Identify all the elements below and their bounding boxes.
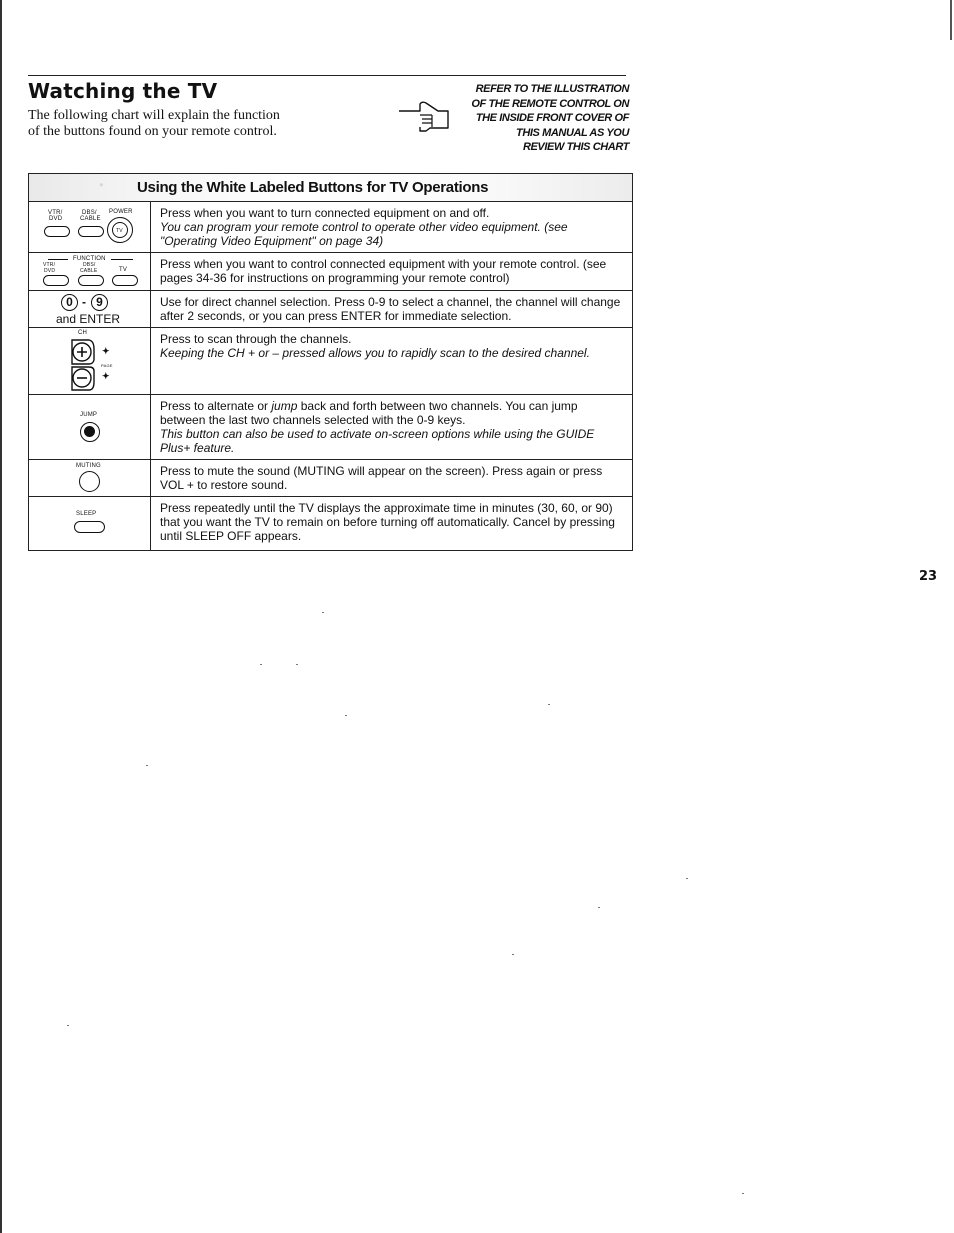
chart-row-function	[29, 253, 632, 291]
refer-note	[440, 82, 629, 155]
power-text: Press when you want to turn connected equipment on and off.	[160, 206, 490, 220]
chart-header	[29, 174, 632, 202]
refer-line-5: REVIEW THIS CHART	[522, 141, 629, 153]
intro-line-2: of the buttons found on your remote control.	[28, 124, 277, 139]
icon-cell-numbers	[29, 291, 151, 327]
label-muting: MUTING	[76, 463, 101, 469]
scan-speck	[146, 765, 148, 766]
label-power: POWER	[109, 209, 133, 215]
chart-row-channel	[29, 328, 632, 395]
icon-cell-function	[29, 253, 151, 290]
jump-button-dot	[84, 426, 95, 437]
scan-speck	[548, 704, 550, 705]
scan-speck	[345, 715, 347, 716]
jump-text	[160, 399, 625, 427]
chart-row-numbers	[29, 291, 632, 328]
label-fn-vtr: VTR/	[43, 262, 56, 268]
label-fn-dbs: DBS/	[83, 262, 96, 268]
number-0-button[interactable]: 0	[61, 294, 78, 311]
label-dvd: DVD	[49, 216, 63, 222]
refer-line-4: THIS MANUAL AS YOU	[516, 126, 629, 139]
scan-speck	[322, 612, 324, 613]
intro-text	[28, 108, 328, 140]
label-fn-cable: CABLE	[80, 268, 98, 274]
scan-speck	[686, 878, 688, 879]
function-rule-left	[48, 259, 68, 260]
label-tv-power: TV	[116, 228, 123, 234]
label-dbs: DBS/	[82, 210, 97, 216]
power-tv-button[interactable]	[107, 217, 133, 243]
chart-title: Using the White Labeled Buttons for TV Operations	[137, 179, 489, 196]
number-9-button[interactable]: 9	[91, 294, 108, 311]
icon-cell-muting	[29, 460, 151, 496]
channel-down-button[interactable]	[70, 366, 94, 391]
jump-description	[160, 399, 625, 455]
function-dbs-cable-button[interactable]	[78, 275, 104, 286]
scan-speck	[598, 907, 600, 908]
numbers-text: Use for direct channel selection. Press 0-9 to select a channel, the channel will change after 2 seconds, or you can press ENTER for immediate selection.	[160, 295, 621, 323]
scan-speck	[512, 954, 514, 955]
label-cable: CABLE	[80, 216, 101, 222]
dbs-cable-button[interactable]	[78, 226, 104, 237]
label-fn-dvd: DVD	[44, 268, 56, 274]
page-edge-right	[950, 0, 952, 40]
jump-text-after: back and forth between two channels. You can jump between the last two channels selected with the 0-9 keys.	[160, 399, 578, 427]
power-tv-inner-ring	[112, 222, 128, 238]
refer-line-3: THE INSIDE FRONT COVER OF	[475, 112, 629, 124]
jump-note: This button can also be used to activate on-screen options while using the GUIDE Plus+ feature.	[160, 427, 595, 455]
label-function: FUNCTION	[73, 256, 106, 262]
sleep-text: Press repeatedly until the TV displays the approximate time in minutes (30, 60, or 90) that you want the TV to remain on before turning off automatically. Cancel by pressing until SLEEP OFF appears.	[160, 501, 615, 543]
ch-up-marker-icon: ✦	[102, 346, 110, 356]
channel-text: Press to scan through the channels.	[160, 332, 352, 346]
jump-text-em: jump	[271, 399, 298, 413]
scan-speck	[67, 1025, 69, 1026]
ch-down-marker-icon: ✦	[102, 371, 110, 381]
label-vtr: VTR/	[48, 210, 63, 216]
label-jump: JUMP	[80, 412, 98, 418]
page-number: 23	[919, 569, 938, 584]
function-description	[160, 257, 625, 285]
jump-button[interactable]	[80, 422, 100, 442]
label-ch: CH	[78, 330, 88, 336]
chart-row-muting	[29, 460, 632, 497]
channel-description	[160, 332, 625, 360]
top-rule	[28, 75, 626, 76]
sleep-description	[160, 501, 625, 543]
label-fn-tv: TV	[119, 267, 128, 273]
label-page: PAGE	[101, 363, 113, 368]
intro-line-1: The following chart will explain the function	[28, 108, 280, 123]
chart-row-jump	[29, 395, 632, 460]
vtr-dvd-button[interactable]	[44, 226, 70, 237]
sleep-button[interactable]	[74, 521, 105, 533]
muting-button[interactable]	[79, 471, 100, 492]
chart-row-power	[29, 202, 632, 253]
page-edge-left	[0, 0, 2, 1233]
power-note: You can program your remote control to operate other video equipment. (see "Operating Video Equipment" on page 34)	[160, 220, 568, 248]
refer-line-1: REFER TO THE ILLUSTRATION	[475, 83, 629, 95]
power-description	[160, 206, 625, 248]
label-sleep: SLEEP	[76, 511, 97, 517]
function-rule-right	[111, 259, 133, 260]
icon-cell-jump	[29, 395, 151, 459]
function-vtr-dvd-button[interactable]	[43, 275, 69, 286]
page-title: Watching the TV	[28, 79, 218, 103]
chart-row-sleep	[29, 497, 632, 550]
refer-line-2: OF THE REMOTE CONTROL ON	[471, 97, 629, 110]
scan-speck	[296, 664, 298, 665]
jump-text-before: Press to alternate or	[160, 399, 272, 413]
muting-text: Press to mute the sound (MUTING will appear on the screen). Press again or press VOL + to restore sound.	[160, 464, 603, 492]
scan-speck	[260, 664, 262, 665]
scan-speck	[742, 1193, 744, 1194]
muting-description	[160, 464, 625, 492]
icon-cell-channel	[29, 328, 151, 394]
channel-note: Keeping the CH + or – pressed allows you to rapidly scan to the desired channel.	[160, 346, 590, 360]
icon-cell-power	[29, 202, 151, 252]
numbers-description	[160, 295, 625, 323]
function-text: Press when you want to control connected equipment with your remote control. (see pages 34-36 for instructions on programming your remote control)	[160, 257, 607, 285]
icon-cell-sleep	[29, 497, 151, 550]
channel-up-button[interactable]	[70, 339, 94, 364]
button-chart	[28, 173, 633, 551]
number-range-dash: -	[82, 295, 86, 309]
function-tv-button[interactable]	[112, 275, 138, 286]
and-enter-label: and ENTER	[56, 312, 121, 326]
